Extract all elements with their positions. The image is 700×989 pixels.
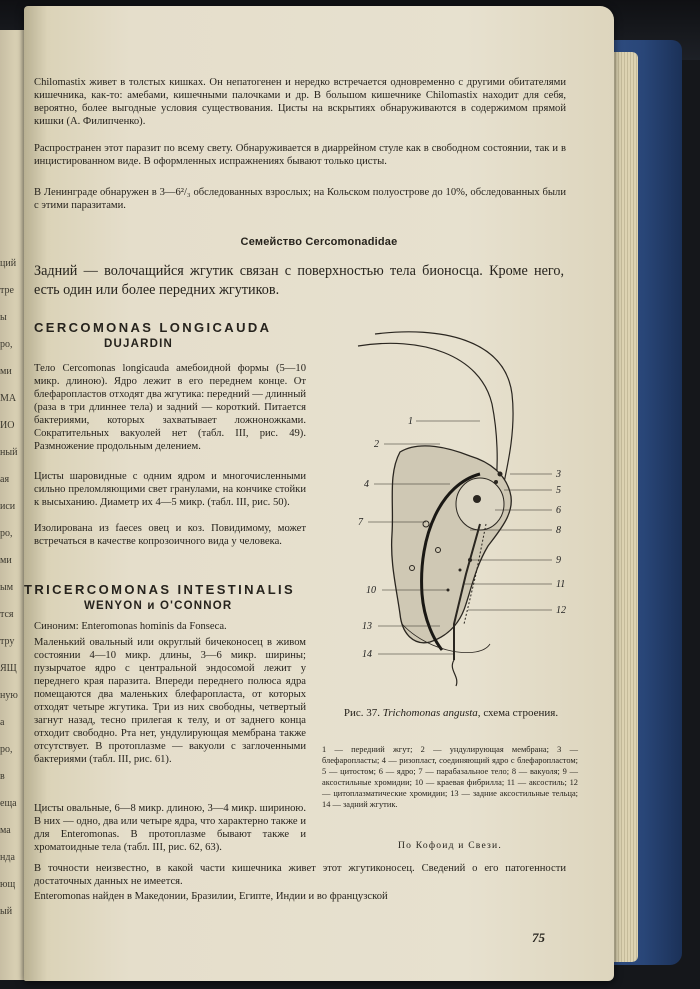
left-page-fragment: ную: [0, 690, 18, 701]
intro-paragraph: Распространен этот паразит по всему свету. Обнаруживается в диаррейном стуле как в свободном состоянии, так и в инцистированном виде. В оформленных испражнениях бывают только цисты.: [34, 143, 566, 167]
figure-label: 8: [556, 525, 561, 536]
figure-legend: 1 — передний жгут; 2 — ундулирующая мембрана; 3 — блефаропласты; 4 — ризопласт, соединяющий ядро с блефаропластом; 5 — цитостом; 6 — ядро; 7 — парабазальное тело; 8 — вакуоля; 9 — аксостильные хромидии; 10 — краевая фибрилла; 11 — аксостиль; 12 — цитоплазматические хромидии; 13 — задние аксостильные тельца; 14 — задний жгутик.: [322, 745, 578, 809]
left-page-fragment: ро,: [0, 339, 13, 350]
closing-paragraph: В точности неизвестно, в какой части кишечника живет этот жгутиконосец. Сведений о его патогенности достаточных данных не имеется.: [34, 863, 566, 887]
figure-label: 12: [556, 605, 566, 616]
left-page-fragment: ма: [0, 825, 11, 836]
figure-label: 11: [556, 579, 566, 590]
left-page-fragment: ный: [0, 447, 18, 458]
left-page-fragment: нда: [0, 852, 15, 863]
species-name: CERCOMONAS LONGICAUDA: [34, 320, 272, 335]
closing-paragraph: Enteromonas найден в Македонии, Бразилии, Египте, Индии и во французской: [34, 891, 388, 902]
figure-caption-species: Trichomonas angusta,: [382, 707, 481, 719]
intro-paragraph: В Ленинграде обнаружен в 3—6²/₃ обследованных взрослых; на Кольском полуострове до 10%, обследованных были с этими паразитами.: [34, 187, 566, 211]
left-page-fragment: тре: [0, 285, 14, 296]
left-page-fragment: ций: [0, 258, 17, 269]
left-page-fragment: ро,: [0, 744, 13, 755]
left-page-fragment: ИО: [0, 420, 15, 431]
figure-caption: [316, 706, 586, 720]
species-author: WENYON и O'CONNOR: [84, 600, 233, 612]
intro-paragraph: Chilomastix живет в толстых кишках. Он непатогенен и нередко встречается одновременно с другими обитателями кишечника, как-то: амебами, кишечными палочками и др. В большом кишечнике Chilomastix находит для себя, вероятно, более выгодные условия существования. Цисты на вскрытиях обнаруживаются в содержимом прямой кишки (А. Филипченко).: [34, 77, 566, 127]
left-page-fragment: ый: [0, 906, 13, 917]
figure-label: 7: [358, 517, 363, 528]
left-page-fragment: ым: [0, 582, 14, 593]
figure-caption-suffix: схема строения.: [483, 707, 559, 719]
figure-label: 1: [408, 416, 413, 427]
left-page-fragment: еща: [0, 798, 17, 809]
left-page-fragment: в: [0, 771, 5, 782]
figure-credit: По Кофоид и Свези.: [398, 840, 502, 851]
species-paragraph: Тело Cercomonas longicauda амебоидной формы (5—10 микр. длиною). Ядро лежит в его переднем конце. От блефаропластов отходят два жгутика: передний — длинный (раза в три длиннее тела) и задний — короткий. Питается бактериями, которых захватывает ложноножками. Сократительных вакуолей нет (табл. III, рис. 49). Размножение продольным делением.: [34, 363, 306, 452]
page-number: 75: [532, 930, 545, 945]
figure-label: 5: [556, 485, 561, 496]
figure-caption-prefix: Рис. 37.: [343, 707, 381, 719]
family-description: Задний — волочащийся жгутик связан с поверхностью тела бионосца. Кроме него, есть один или более передних жгутиков.: [34, 263, 564, 298]
species-name: TRICERCOMONAS INTESTINALIS: [24, 582, 296, 597]
figure-label: 9: [556, 555, 561, 566]
family-heading: Семейство Cercomonadidae: [240, 236, 398, 248]
figure-label: 6: [556, 505, 561, 516]
left-page-fragment: ми: [0, 555, 12, 566]
species-heading: [24, 582, 314, 614]
figure-label: 14: [362, 649, 372, 660]
figure-label: 10: [366, 585, 376, 596]
species-paragraph: Синоним: Enteromonas hominis da Fonseca.: [34, 621, 227, 632]
left-page-fragment: ро,: [0, 528, 13, 539]
left-page-fragment: иси: [0, 501, 16, 512]
species-paragraph: Цисты шаровидные с одним ядром и многочисленными сильно преломляющими свет гранулами, на кончике стойки к высыханию. Диаметр их 4—5 микр. (табл. III, рис. 50).: [34, 471, 306, 508]
left-page-fragment: ая: [0, 474, 10, 485]
left-page-fragment: ЯЩ: [0, 663, 17, 674]
left-page-fragment: а: [0, 717, 5, 728]
figure-label: 3: [556, 469, 561, 480]
figure-label: 4: [364, 479, 369, 490]
species-paragraph: Цисты овальные, 6—8 микр. длиною, 3—4 микр. шириною. В них — одно, два или четыре ядра, что характерно также и для Enteromonas. В протоплазме бывают также и хроматоидные тела (табл. III, рис. 62, 63).: [34, 803, 306, 853]
species-paragraph: Маленький овальный или округлый бичеконосец в живом состоянии 4—10 микр. длины, 3—6 микр. ширины; пузырчатое ядро с центральной эндосомой лежит у переднего края паразита. Впереди переднего полюса ядра помещаются два маленьких блефаропласта, от которых отходят четыре жгутика. Три из них свободны, четвертый загнут назад, тесно прилегая к телу, и от заднего конца отходит свободно. Рта нет, ундулирующая мембрана также отсутствует. В протоплазме — вакуоли с заглоченными бактериями (табл. III, рис. 61).: [34, 637, 306, 765]
species-heading: [34, 320, 314, 352]
left-page-fragment: тся: [0, 609, 14, 620]
species-paragraph: Изолирована из faeces овец и коз. Повидимому, может встречаться в качестве копрозоичного вида у человека.: [34, 523, 306, 547]
left-page-fragment: ющ: [0, 879, 16, 890]
left-page-fragment: МА: [0, 393, 17, 404]
book-page: [24, 6, 614, 981]
figure-label: 2: [374, 439, 379, 450]
left-page-fragment: ми: [0, 366, 12, 377]
figure-label: 13: [362, 621, 372, 632]
figure-trichomonas: [330, 324, 580, 699]
left-page-fragment: тру: [0, 636, 15, 647]
species-author: DUJARDIN: [104, 338, 174, 350]
left-page-fragment: ы: [0, 312, 7, 323]
figure-diagram: [330, 324, 580, 694]
